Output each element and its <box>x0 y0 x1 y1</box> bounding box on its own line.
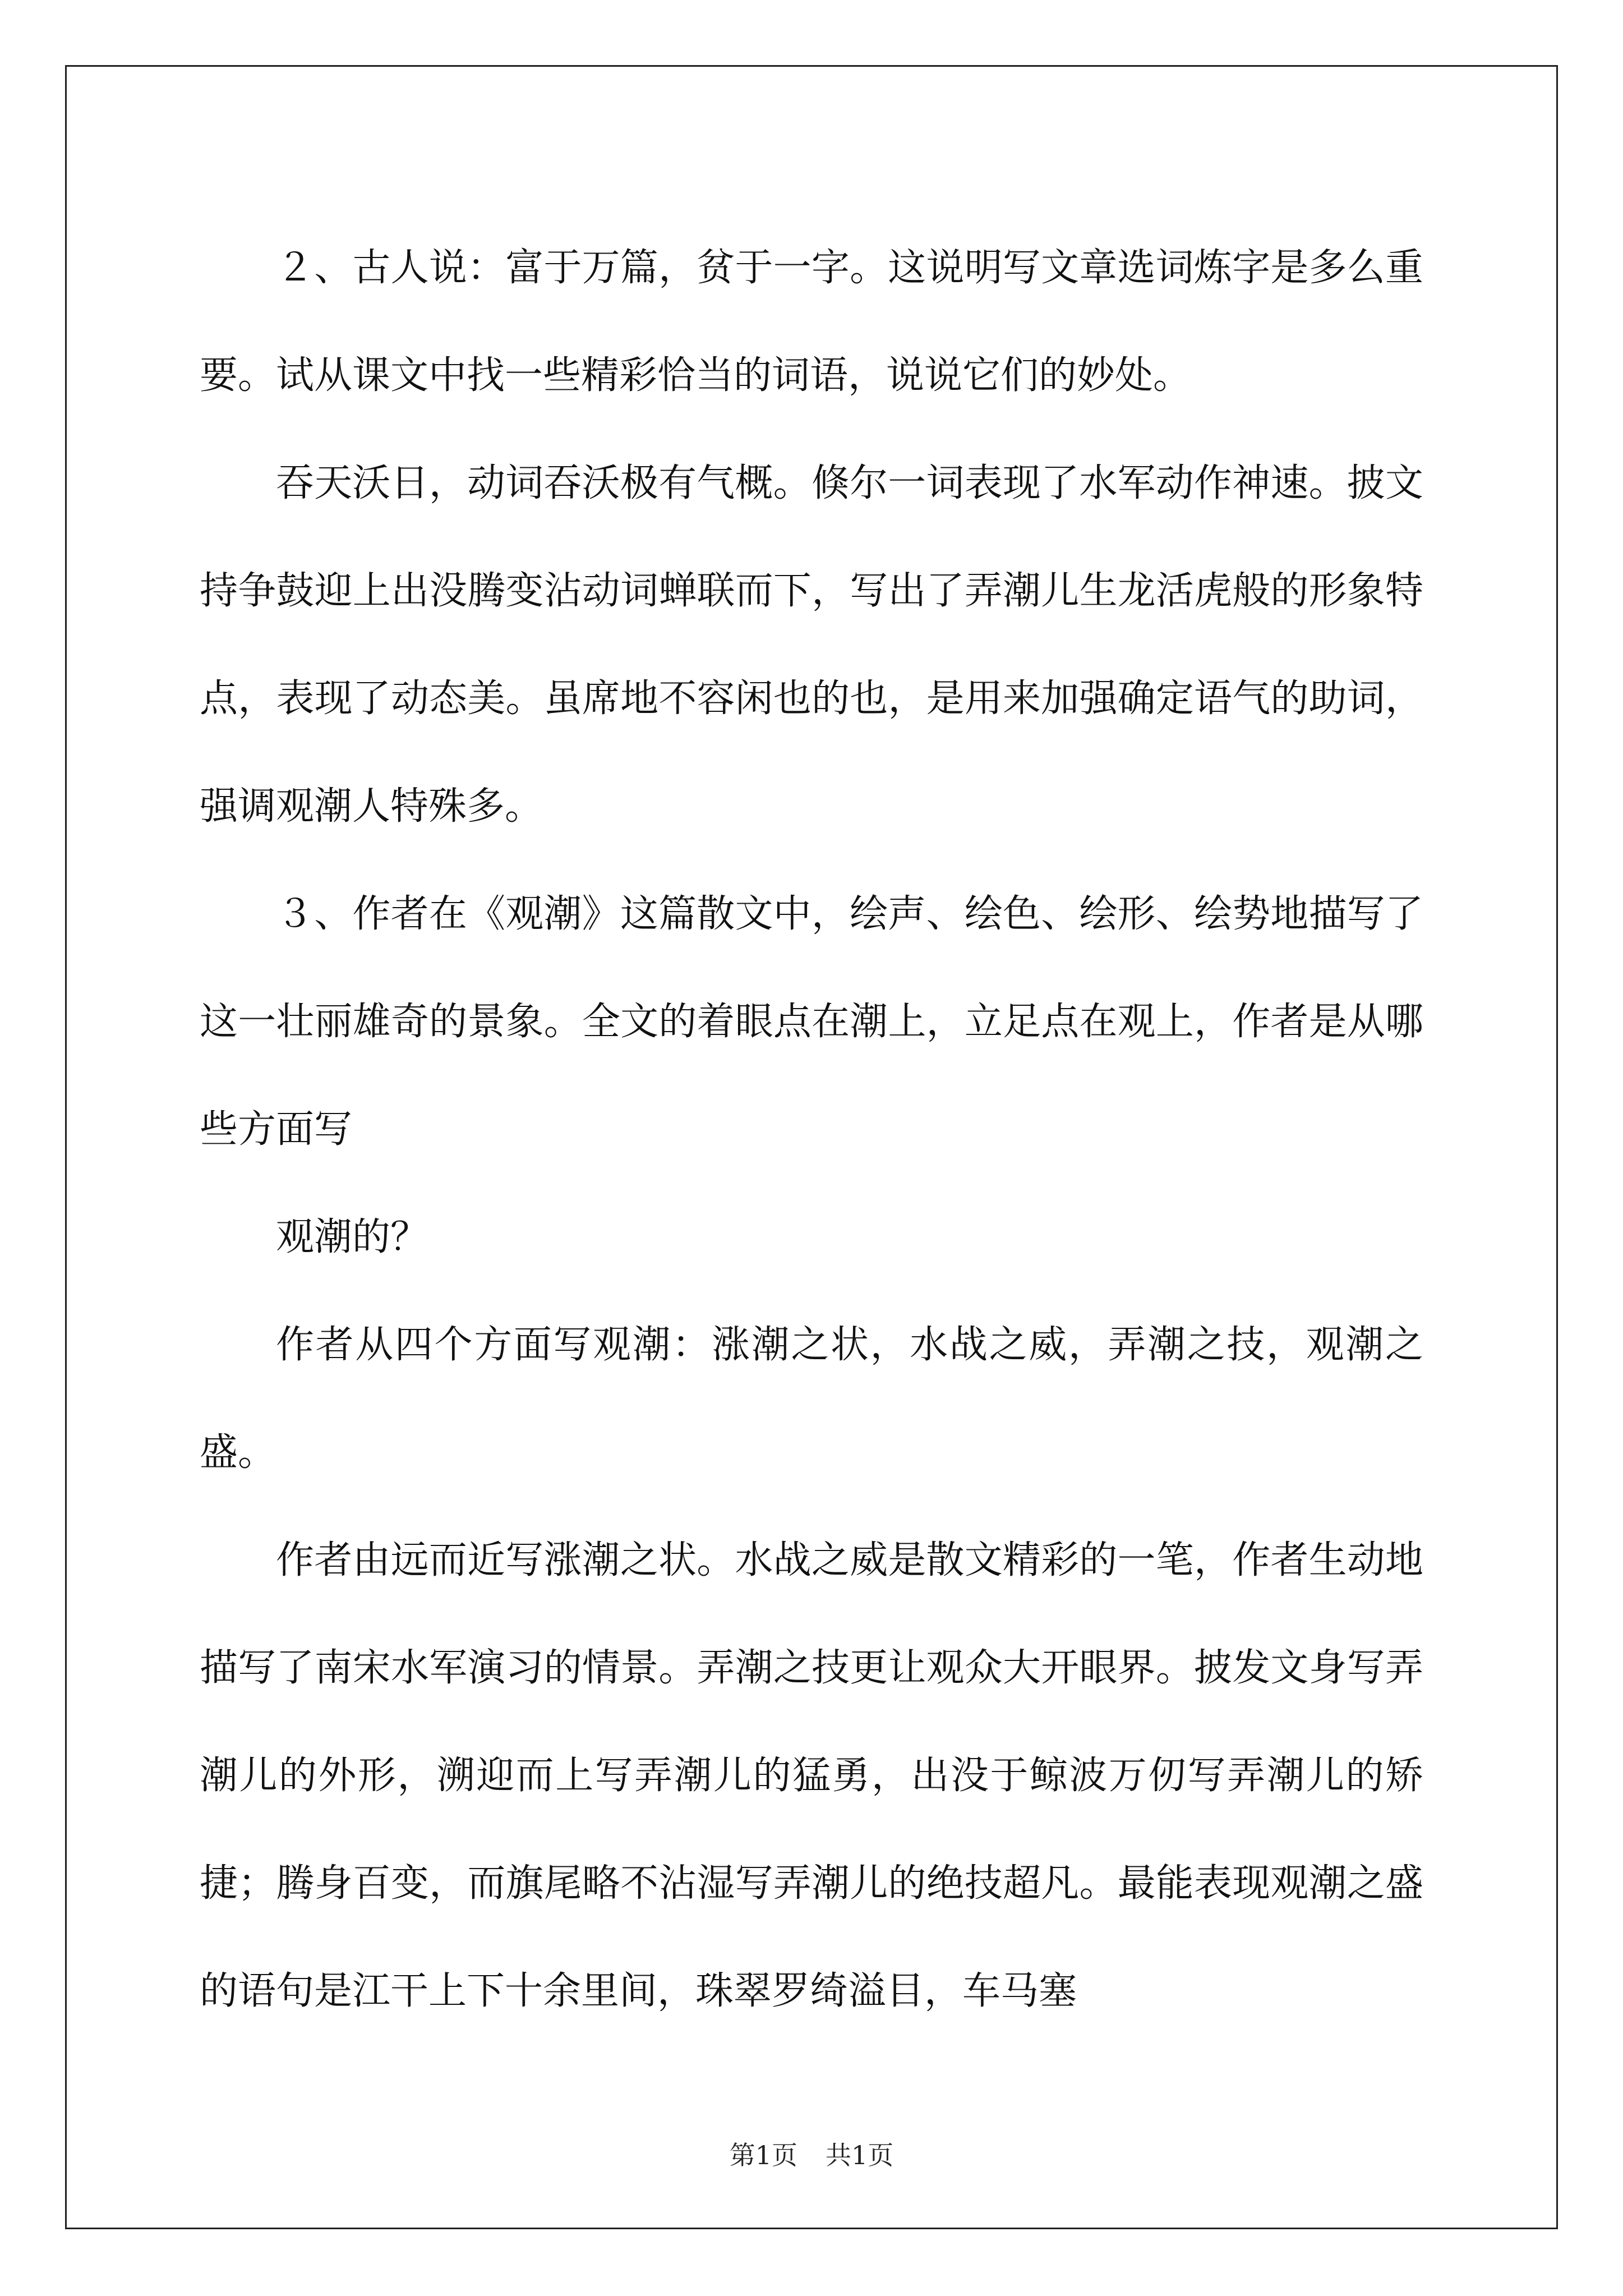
document-body <box>200 214 1423 2045</box>
page-number-current: 第1页 <box>729 2140 797 2170</box>
paragraph-question-2: ２、古人说：富于万篇，贫于一字。这说明写文章选词炼字是多么重要。试从课文中找一些精彩恰当的词语，说说它们的妙处。 <box>200 246 1423 398</box>
paragraph-answer-3-detail: 作者由远而近写涨潮之状。水战之威是散文精彩的一笔，作者生动地描写了南宋水军演习的情景。弄潮之技更让观众大开眼界。披发文身写弄潮儿的外形，溯迎而上写弄潮儿的猛勇，出没于鲸波万仞写弄潮儿的矫捷；腾身百变，而旗尾略不沾湿写弄潮儿的绝技超凡。最能表现观潮之盛的语句是江干上下十余里间，珠翠罗绮溢目，车马塞 <box>200 1538 1423 2013</box>
page-number-total: 共1页 <box>826 2140 894 2170</box>
paragraph-question-3-continued: 观潮的？ <box>276 1215 429 1259</box>
page-footer <box>0 2135 1623 2172</box>
paragraph-answer-3-summary: 作者从四个方面写观潮：涨潮之状，水战之威，弄潮之技，观潮之盛。 <box>200 1323 1423 1475</box>
paragraph-question-3: ３、作者在《观潮》这篇散文中，绘声、绘色、绘形、绘势地描写了这一壮丽雄奇的景象。全文的着眼点在潮上，立足点在观上，作者是从哪些方面写 <box>200 892 1423 1152</box>
paragraph-answer-2: 吞天沃日，动词吞沃极有气概。倏尔一词表现了水军动作神速。披文持争鼓迎上出没腾变沾动词蝉联而下，写出了弄潮儿生龙活虎般的形象特点，表现了动态美。虽席地不容闲也的也，是用来加强确定语气的助词，强调观潮人特殊多。 <box>200 461 1423 829</box>
